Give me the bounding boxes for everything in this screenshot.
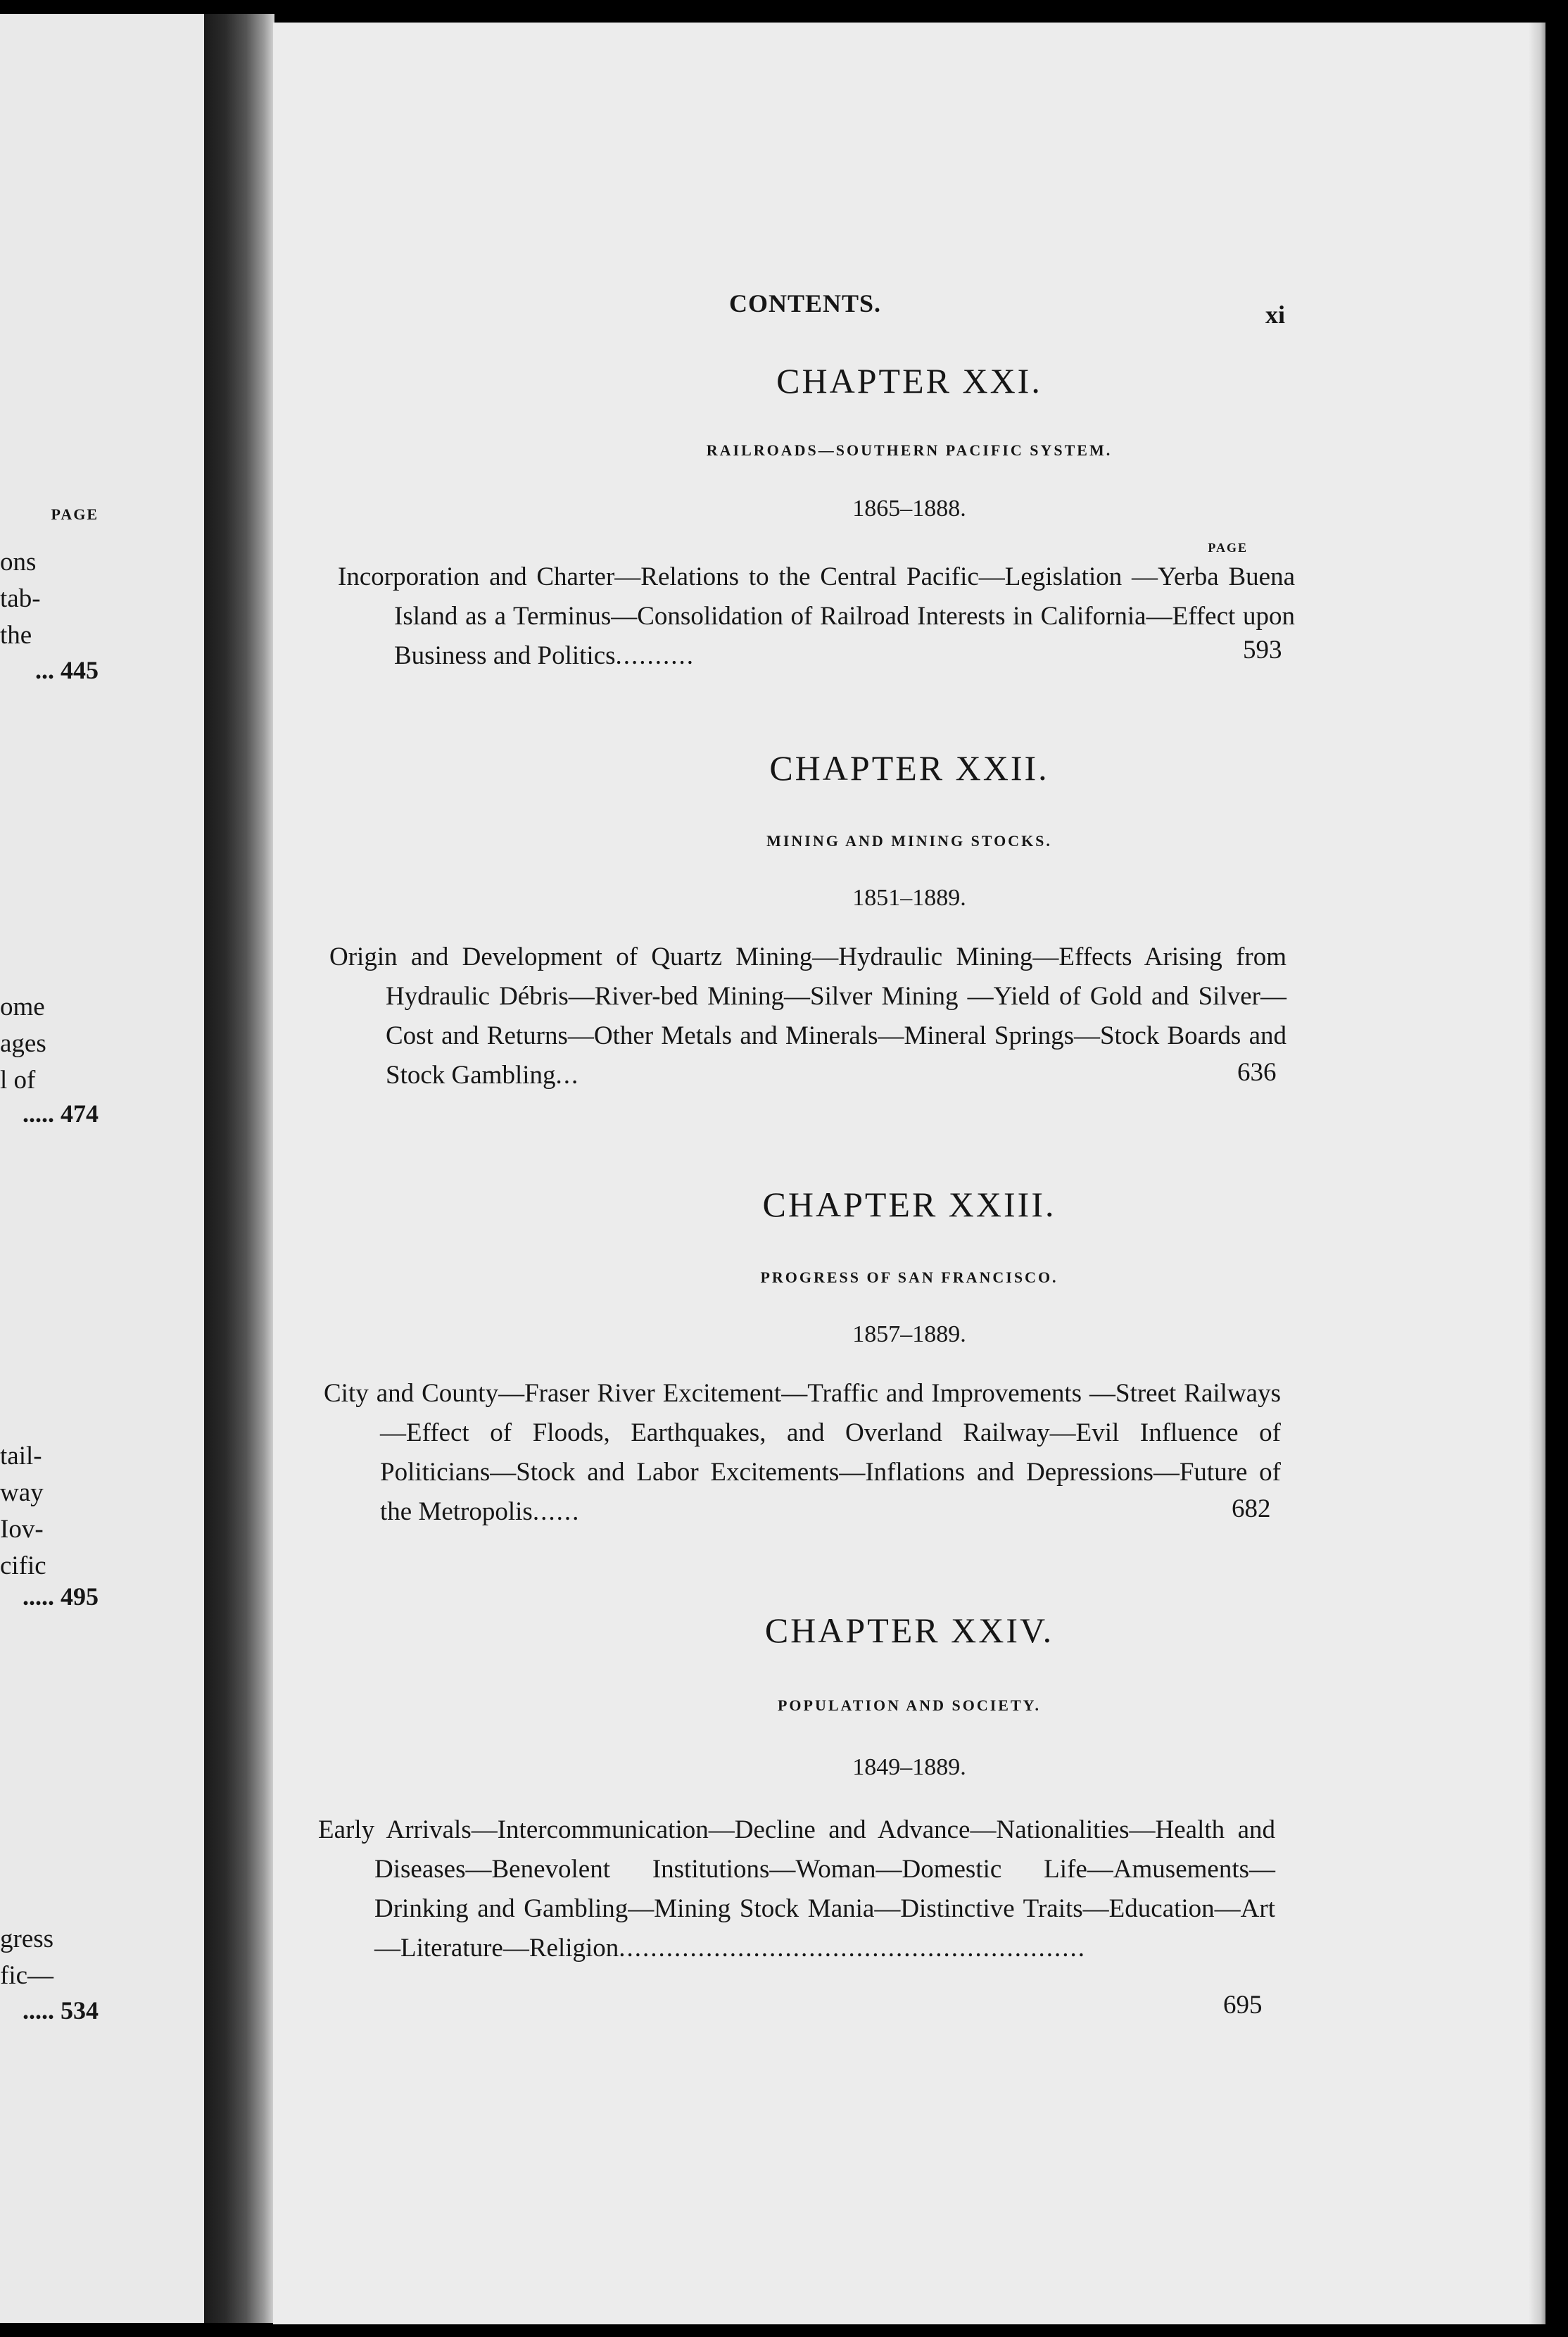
left-fragment: ... 445 [35,656,99,684]
chapter-page-number: 636 [1237,1058,1277,1087]
page-number: xi [1265,301,1286,329]
page-column-label: PAGE [1208,541,1248,555]
dot-leader: ...... [532,1497,581,1526]
left-fragment: the [0,621,32,650]
chapter-title: CHAPTER XXII. [769,748,1049,788]
chapter-summary [329,938,1286,1095]
chapter-subject: RAILROADS—SOUTHERN PACIFIC SYSTEM. [706,441,1113,459]
chapter-summary [338,558,1295,676]
left-fragment: ages [0,1029,46,1058]
left-fragment: gress [0,1925,54,1953]
running-head: CONTENTS. [729,289,882,317]
left-fragment: way [0,1478,44,1507]
chapter-dates: 1849–1889. [852,1754,966,1780]
left-fragment: ome [0,993,45,1021]
chapter-summary [318,1810,1275,1968]
left-facing-page [0,14,204,2323]
chapter-dates: 1857–1889. [852,1321,966,1347]
dot-leader: ........................................................... [619,1934,1087,1963]
left-fragment: tail- [0,1442,42,1470]
left-fragment: ..... 495 [23,1582,99,1611]
left-fragment: ..... 474 [23,1100,99,1128]
chapter-page-number: 695 [1223,1991,1263,2020]
left-fragment: l of [0,1066,36,1095]
left-fragment: Iov- [0,1515,44,1544]
chapter-summary-text: Incorporation and Charter—Relations to the Central Pacific—Legislation —Yerba Buena Island as a Terminus—Consolidation of Railroad Interests in California—Effect upon Business and Politics [338,562,1295,670]
left-fragment: cific [0,1551,46,1580]
chapter-dates: 1865–1888. [852,496,966,522]
chapter-subject: POPULATION AND SOCIETY. [777,1696,1041,1714]
chapter-summary-text: Origin and Development of Quartz Mining—Hydraulic Mining—Effects Arising from Hydraulic Débris—River-bed Mining—Silver Mining —Yield of Gold and Silver—Cost and Returns—Other Metals and Minerals—Mineral Springs—Stock Boards and Stock Gambling [329,943,1286,1090]
chapter-subject: PROGRESS OF SAN FRANCISCO. [760,1268,1058,1286]
left-fragment: ons [0,548,37,577]
chapter-summary-text: City and County—Fraser River Excitement—Traffic and Improvements —Street Railways—Effect of Floods, Earthquakes, and Overland Railway—Evil Influence of Politicians—Stock and Labor Excitements—Inflations and Depressions—Future of the Metropolis [324,1379,1281,1526]
chapter-title: CHAPTER XXI. [776,361,1042,401]
dot-leader: ... [555,1061,580,1090]
chapter-summary [324,1374,1281,1532]
chapter-title: CHAPTER XXIV. [764,1611,1054,1650]
left-page-label: PAGE [51,505,99,523]
contents-page [273,23,1545,2324]
chapter-page-number: 593 [1243,636,1282,664]
chapter-title: CHAPTER XXIII. [762,1185,1056,1224]
dot-leader: .......... [615,641,695,670]
chapter-page-number: 682 [1232,1494,1271,1523]
left-fragment: fic— [0,1961,54,1990]
book-gutter [204,14,274,2323]
chapter-summary-text: Early Arrivals—Intercommunication—Decline and Advance—Nationalities—Health and Diseases—Benevolent Institutions—Woman—Domestic Life—Amusements—Drinking and Gambling—Mining Stock Mania—Distinctive Traits—Education—Art—Literature—Religion [318,1815,1275,1963]
chapter-subject: MINING AND MINING STOCKS. [766,832,1052,850]
left-fragment: tab- [0,584,41,613]
left-fragment: ..... 534 [23,1996,99,2024]
chapter-dates: 1851–1889. [852,885,966,911]
